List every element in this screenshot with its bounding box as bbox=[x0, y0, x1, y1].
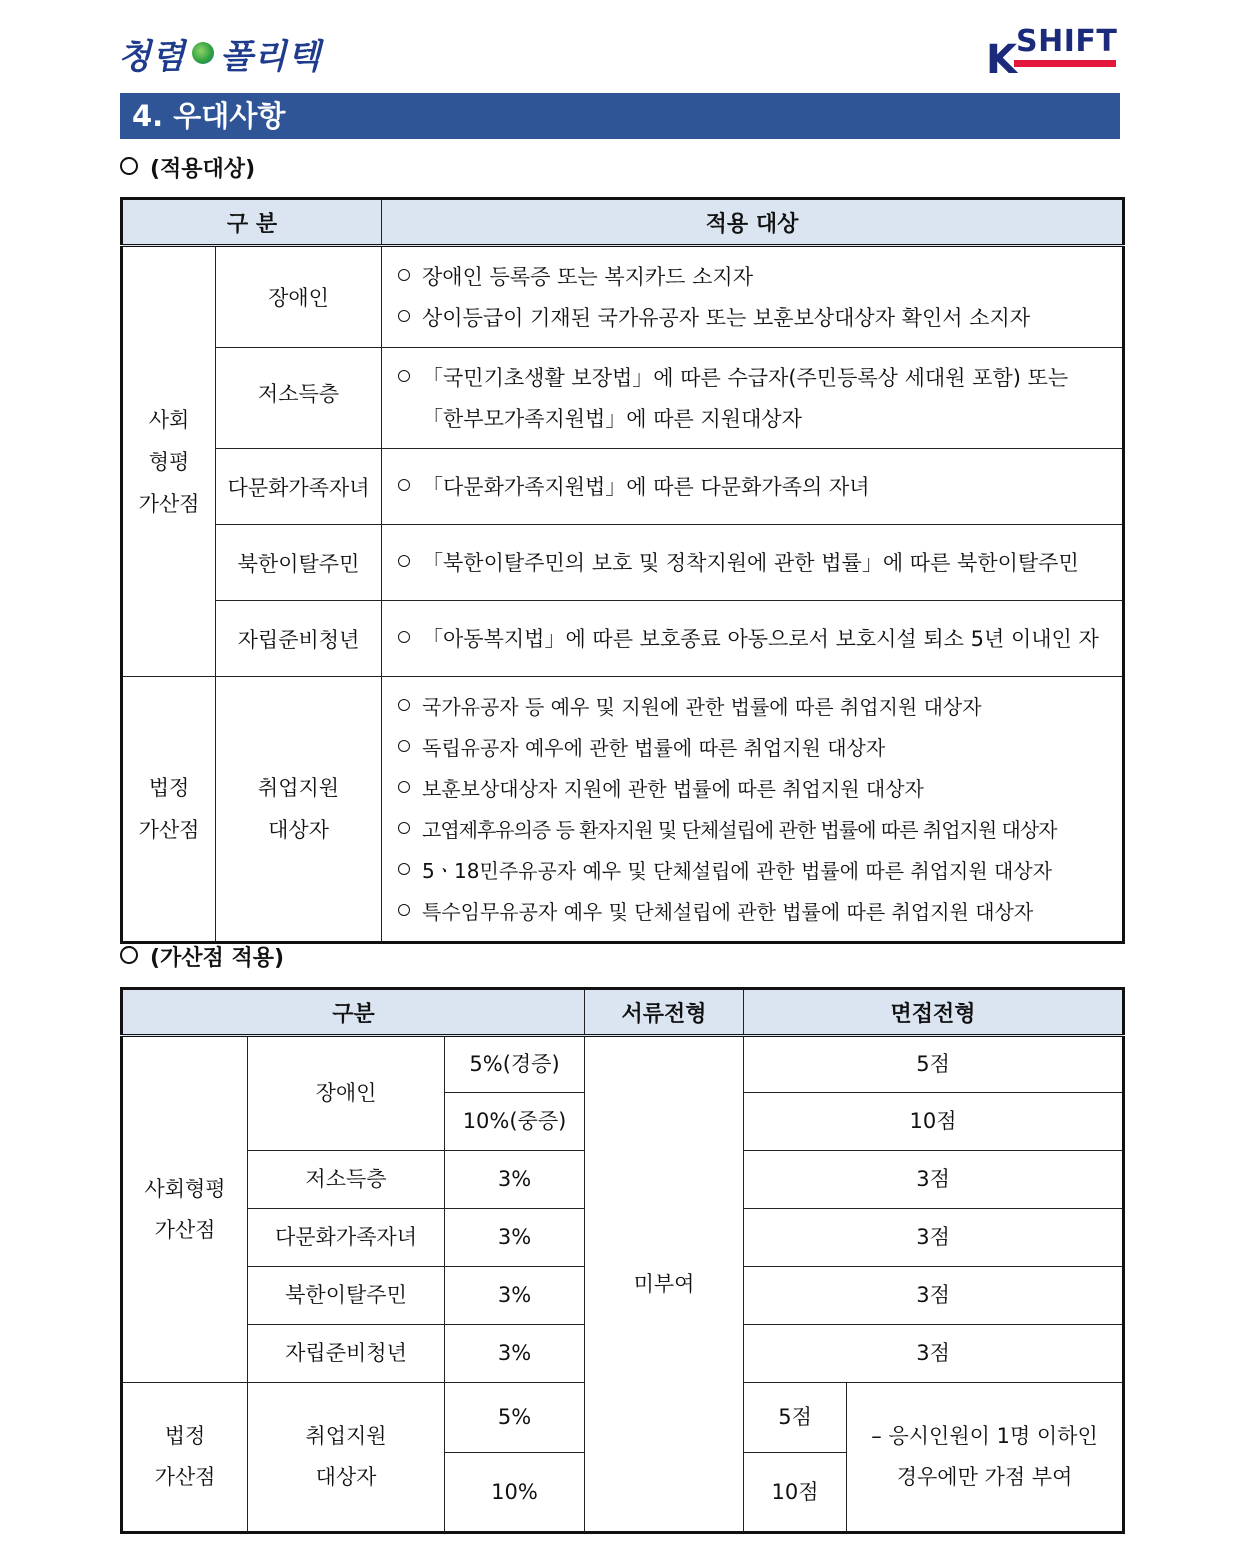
points-heading bbox=[120, 945, 284, 973]
section-header bbox=[120, 93, 1120, 139]
sub-defector: 북한이탈주민 bbox=[216, 525, 382, 601]
cell-low-income-pts: 3점 bbox=[744, 1151, 1124, 1209]
logo-red-bar bbox=[1014, 60, 1116, 67]
cell-youth-pct: 3% bbox=[445, 1325, 585, 1383]
cell-legal-pct-a: 5% bbox=[445, 1383, 585, 1453]
list-item: 상이등급이 기재된 국가유공자 또는 보훈보상대상자 확인서 소지자 bbox=[398, 298, 1112, 339]
cell-low-income: 저소득층 bbox=[248, 1151, 445, 1209]
list-item: 「아동복지법」에 따른 보호종료 아동으로서 보호시설 퇴소 5년 이내인 자 bbox=[398, 619, 1112, 660]
applicability-heading-text: (적용대상) bbox=[150, 157, 256, 182]
applicability-table bbox=[120, 197, 1125, 944]
group-social-line3: 가산점 bbox=[138, 491, 200, 516]
table-row bbox=[122, 348, 1124, 449]
logo-k-text: K bbox=[986, 37, 1017, 83]
sub-employment-line1: 취업지원 bbox=[257, 776, 340, 800]
table-row bbox=[122, 677, 1124, 943]
applicability-heading bbox=[120, 156, 255, 184]
header-category: 구분 bbox=[122, 989, 585, 1036]
sub-youth: 자립준비청년 bbox=[216, 601, 382, 677]
sub-employment-line2: 대상자 bbox=[268, 818, 329, 842]
cell-employment-line1: 취업지원 bbox=[305, 1424, 387, 1448]
legal-note-line2: 경우에만 가점 부여 bbox=[896, 1465, 1073, 1489]
table-row bbox=[122, 601, 1124, 677]
table-row bbox=[122, 449, 1124, 525]
cell-defector-pct: 3% bbox=[445, 1267, 585, 1325]
points-heading-text: (가산점 적용) bbox=[150, 946, 285, 971]
logo-left-text: 청렴 bbox=[118, 36, 186, 77]
section-title: 4. 우대사항 bbox=[132, 99, 286, 133]
group-social bbox=[122, 1036, 248, 1383]
group-legal-line1: 법정 bbox=[164, 1424, 206, 1448]
cell-multicultural-pct: 3% bbox=[445, 1209, 585, 1267]
k-shift-logo bbox=[986, 24, 1118, 83]
cell-employment bbox=[248, 1383, 445, 1533]
table-row bbox=[122, 246, 1124, 348]
group-legal bbox=[122, 1383, 248, 1533]
points-table bbox=[120, 987, 1125, 1534]
logo-left-text2: 폴리텍 bbox=[219, 36, 322, 77]
list-item: 「다문화가족지원법」에 따른 다문화가족의 자녀 bbox=[398, 467, 1112, 508]
cell-employment-line2: 대상자 bbox=[315, 1465, 377, 1489]
header-document: 서류전형 bbox=[585, 989, 744, 1036]
cell-youth: 자립준비청년 bbox=[248, 1325, 445, 1383]
cell-defector-pts: 3점 bbox=[744, 1267, 1124, 1325]
group-social bbox=[122, 246, 216, 677]
cheongryeom-polytech-logo bbox=[118, 30, 321, 76]
circle-bullet-icon bbox=[120, 157, 138, 175]
cell-legal-pts-a: 5점 bbox=[744, 1383, 847, 1453]
cell-youth-pts: 3점 bbox=[744, 1325, 1124, 1383]
cell-legal-note bbox=[847, 1383, 1124, 1533]
list-item: 독립유공자 예우에 관한 법률에 따른 취업지원 대상자 bbox=[398, 728, 1112, 769]
group-social-line2: 가산점 bbox=[154, 1217, 216, 1242]
globe-icon bbox=[192, 42, 214, 64]
sub-multicultural: 다문화가족자녀 bbox=[216, 449, 382, 525]
cell-defector: 북한이탈주민 bbox=[248, 1267, 445, 1325]
header-target: 적용 대상 bbox=[382, 199, 1124, 246]
cell-legal-pct-b: 10% bbox=[445, 1453, 585, 1533]
table-row bbox=[122, 525, 1124, 601]
table-header-row bbox=[122, 989, 1124, 1036]
items-disabled bbox=[382, 246, 1124, 348]
group-legal-line2: 가산점 bbox=[138, 818, 200, 842]
circle-bullet-icon bbox=[120, 946, 138, 964]
sub-low-income: 저소득층 bbox=[216, 348, 382, 449]
list-item: 「한부모가족지원법」에 따른 지원대상자 bbox=[422, 407, 802, 431]
list-item: 보훈보상대상자 지원에 관한 법률에 따른 취업지원 대상자 bbox=[398, 769, 1112, 810]
legal-note-line1: – 응시인원이 1명 이하인 bbox=[871, 1424, 1098, 1448]
items-low-income bbox=[382, 348, 1124, 449]
group-legal bbox=[122, 677, 216, 943]
cell-multicultural: 다문화가족자녀 bbox=[248, 1209, 445, 1267]
list-item: 장애인 등록증 또는 복지카드 소지자 bbox=[398, 257, 1112, 298]
group-social-line1: 사회형평 bbox=[144, 1176, 226, 1201]
logo-shift-text: SHIFT bbox=[1016, 24, 1118, 59]
items-youth bbox=[382, 601, 1124, 677]
table-header-row bbox=[122, 199, 1124, 246]
items-employment bbox=[382, 677, 1124, 943]
cell-low-income-pct: 3% bbox=[445, 1151, 585, 1209]
sub-disabled: 장애인 bbox=[216, 246, 382, 348]
header-category: 구 분 bbox=[122, 199, 382, 246]
cell-disabled-severe-pts: 10점 bbox=[744, 1093, 1124, 1151]
group-legal-line2: 가산점 bbox=[154, 1465, 216, 1489]
group-social-line1: 사회 bbox=[148, 407, 190, 432]
items-defector bbox=[382, 525, 1124, 601]
cell-multicultural-pts: 3점 bbox=[744, 1209, 1124, 1267]
items-multicultural bbox=[382, 449, 1124, 525]
list-item: 5ㆍ18민주유공자 예우 및 단체설립에 관한 법률에 따른 취업지원 대상자 bbox=[398, 851, 1112, 892]
header-interview: 면접전형 bbox=[744, 989, 1124, 1036]
group-legal-line1: 법정 bbox=[148, 776, 190, 800]
sub-employment bbox=[216, 677, 382, 943]
list-item: 고엽제후유의증 등 환자지원 및 단체설립에 관한 법률에 따른 취업지원 대상자 bbox=[398, 810, 1112, 851]
list-item: 「북한이탈주민의 보호 및 정착지원에 관한 법률」에 따른 북한이탈주민 bbox=[398, 543, 1112, 584]
cell-disabled: 장애인 bbox=[248, 1036, 445, 1151]
list-item: 특수임무유공자 예우 및 단체설립에 관한 법률에 따른 취업지원 대상자 bbox=[398, 892, 1112, 933]
cell-disabled-mild-pts: 5점 bbox=[744, 1036, 1124, 1093]
cell-document-value: 미부여 bbox=[585, 1036, 744, 1533]
cell-legal-pts-b: 10점 bbox=[744, 1453, 847, 1533]
group-social-line2: 형평 bbox=[148, 449, 190, 474]
list-item: 「국민기초생활 보장법」에 따른 수급자(주민등록상 세대원 포함) 또는 bbox=[398, 358, 1112, 399]
list-item: 국가유공자 등 예우 및 지원에 관한 법률에 따른 취업지원 대상자 bbox=[398, 687, 1112, 728]
cell-disabled-severe: 10%(중증) bbox=[445, 1093, 585, 1151]
table-row bbox=[122, 1036, 1124, 1093]
cell-disabled-mild: 5%(경증) bbox=[445, 1036, 585, 1093]
